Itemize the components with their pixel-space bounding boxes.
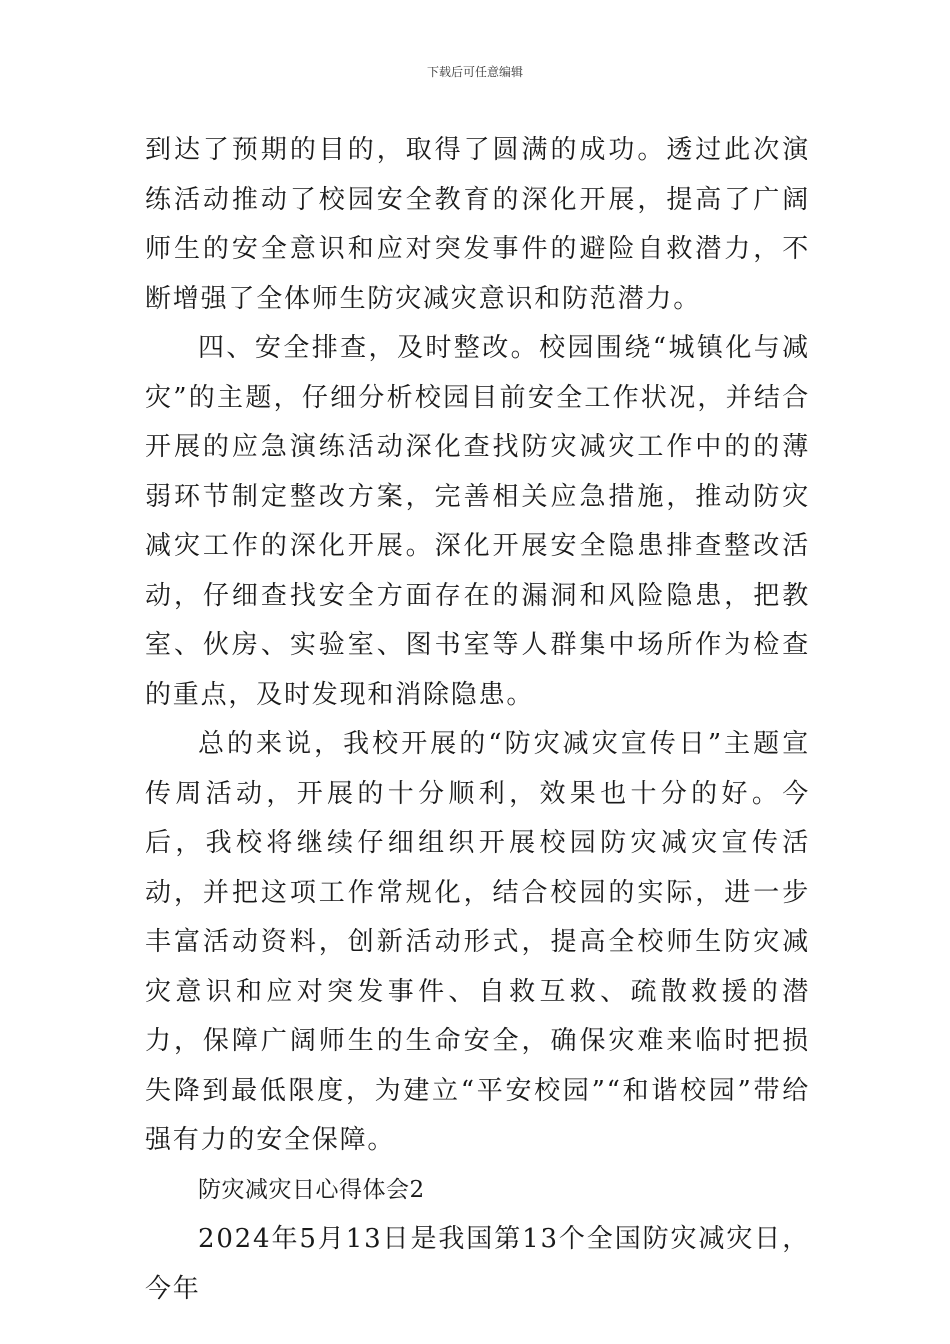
paragraph-section-2-start: 2024年5月13日是我国第13个全国防灾减灾日，今年 bbox=[145, 1224, 810, 1304]
paragraph-continued: 到达了预期的目的，取得了圆满的成功。透过此次演练活动推动了校园安全教育的深化开展，提高了广阔师生的安全意识和应对突发事件的避险自救潜力，不断增强了全体师生防灾减灾意识和防范潜力。 bbox=[145, 135, 810, 314]
page-header: 下载后可任意编辑 bbox=[426, 65, 523, 79]
paragraph-safety-inspection: 四、安全排查，及时整改。校园围绕“城镇化与减灾”的主题，仔细分析校园目前安全工作状况，并结合开展的应急演练活动深化查找防灾减灾工作中的的薄弱环节制定整改方案，完善相关应急措施，推动防灾减灾工作的深化开展。深化开展安全隐患排查整改活动，仔细查找安全方面存在的漏洞和风险隐患，把教室、伙房、实验室、图书室等人群集中场所作为检查的重点，及时发现和消除隐患。 bbox=[145, 333, 810, 710]
document-body bbox=[145, 126, 810, 1314]
paragraph-summary: 总的来说，我校开展的“防灾减灾宣传日”主题宣传周活动，开展的十分顺利，效果也十分的好。今后，我校将继续仔细组织开展校园防灾减灾宣传活动，并把这项工作常规化，结合校园的实际，进一步丰富活动资料，创新活动形式，提高全校师生防灾减灾意识和应对突发事件、自救互救、疏散救援的潜力，保障广阔师生的生命安全，确保灾难来临时把损失降到最低限度，为建立“平安校园”“和谐校园”带给强有力的安全保障。 bbox=[145, 729, 810, 1155]
section-title: 防灾减灾日心得体会2 bbox=[198, 1176, 425, 1203]
